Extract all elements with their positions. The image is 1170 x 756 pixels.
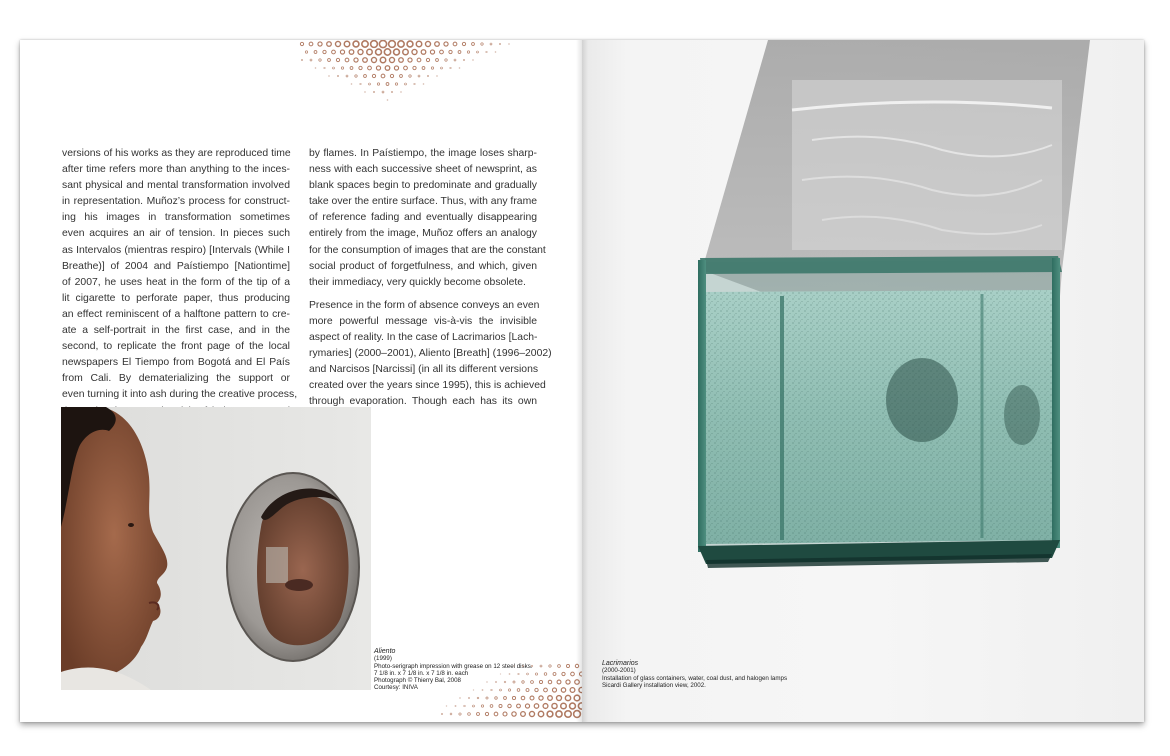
halftone-dot <box>521 696 525 700</box>
halftone-dot <box>436 75 437 76</box>
halftone-dot <box>315 67 316 68</box>
halftone-dot <box>398 41 404 47</box>
halftone-dot <box>459 67 460 68</box>
halftone-dot <box>380 57 385 62</box>
halftone-dot <box>300 42 303 45</box>
halftone-dot <box>340 50 344 54</box>
halftone-dot <box>400 75 403 78</box>
halftone-dot <box>552 688 556 692</box>
halftone-dot <box>530 696 534 700</box>
halftone-dot <box>358 49 363 54</box>
halftone-dot <box>425 41 430 46</box>
halftone-dot <box>362 41 368 47</box>
halftone-dot <box>421 50 426 55</box>
halftone-dot <box>477 51 479 53</box>
halftone-dot <box>327 42 332 47</box>
text-line: even turning it into ash during the creative process, <box>62 389 298 401</box>
halftone-dot <box>301 59 303 61</box>
halftone-dot <box>377 83 379 85</box>
halftone-dot <box>373 91 375 93</box>
paragraph <box>309 298 552 411</box>
halftone-dots-decoration <box>298 40 518 110</box>
halftone-dot <box>526 688 529 691</box>
halftone-dot <box>517 704 521 708</box>
halftone-dot <box>468 697 469 698</box>
halftone-dot <box>441 67 443 69</box>
halftone-dot <box>472 43 475 46</box>
halftone-dot <box>364 91 365 92</box>
halftone-dot <box>459 713 461 715</box>
book-gutter <box>576 40 588 722</box>
halftone-dot <box>328 75 329 76</box>
text-line: take over the entire surface. Thus, with any frame <box>309 196 537 208</box>
text-line: more powerful message vis-à-vis the invisible <box>309 315 537 327</box>
text-line: for the consumption of images that are the constant <box>309 244 546 256</box>
caption-line: Photograph © Thierry Bal, 2008 <box>374 677 461 685</box>
halftone-dot <box>422 67 425 70</box>
halftone-dot <box>531 665 533 667</box>
halftone-dot <box>472 59 473 60</box>
halftone-dot <box>417 58 421 62</box>
lacrimarios-caption <box>602 660 862 689</box>
halftone-dot <box>490 705 493 708</box>
text-line: Presence in the form of absence conveys an even <box>309 299 540 311</box>
halftone-dot <box>491 689 493 691</box>
text-line: of 2007, he uses heat in the form of the tip of a <box>62 276 290 288</box>
halftone-dot <box>565 695 570 700</box>
text-line: in representation. Muñoz’s process for construct- <box>62 196 290 208</box>
halftone-dot <box>431 67 433 69</box>
halftone-dot <box>557 696 562 701</box>
paragraph <box>309 146 546 291</box>
text-line: versions of his works as they are reproduced time <box>62 148 291 159</box>
halftone-dot <box>544 673 547 676</box>
text-line: newspapers El Tiempo from Bogotá and El País <box>62 357 290 369</box>
halftone-dot <box>544 688 548 692</box>
halftone-dot <box>423 83 424 84</box>
halftone-dot <box>341 67 343 69</box>
halftone-dot <box>450 713 452 715</box>
halftone-dot <box>384 49 390 55</box>
halftone-dot <box>481 43 483 45</box>
halftone-dot <box>446 706 447 707</box>
halftone-dots-decoration <box>438 662 582 722</box>
halftone-dot <box>553 673 556 676</box>
halftone-dot <box>314 51 317 54</box>
halftone-dot <box>534 704 538 708</box>
halftone-dot <box>570 703 576 709</box>
halftone-dot <box>407 41 413 47</box>
caption-line: Installation of glass containers, water, coal dust, and halogen lamps <box>602 674 788 682</box>
halftone-dot <box>408 58 412 62</box>
halftone-dot <box>441 713 443 715</box>
halftone-dot <box>412 49 417 54</box>
halftone-dot <box>440 50 444 54</box>
halftone-dot <box>459 697 460 698</box>
halftone-dot <box>499 704 502 707</box>
halftone-dot <box>495 681 496 682</box>
text-line: from Cali. By dematerializing the support or <box>62 373 290 385</box>
halftone-dot <box>540 665 542 667</box>
caption-title: Lacrimarios <box>602 660 639 667</box>
halftone-dot <box>335 41 340 46</box>
halftone-dot <box>319 59 321 61</box>
aliento-photo <box>61 407 371 690</box>
halftone-dot <box>535 673 537 675</box>
halftone-dot <box>400 91 401 92</box>
text-line: after time refers more than anything to the inces- <box>62 164 290 176</box>
halftone-dot <box>504 681 506 683</box>
halftone-dot <box>353 41 359 47</box>
halftone-dot <box>549 665 551 667</box>
halftone-dot <box>547 711 553 717</box>
halftone-dot <box>376 49 382 55</box>
caption-line: Sicardi Gallery installation view, 2002. <box>602 681 706 689</box>
halftone-dot <box>336 58 339 61</box>
halftone-dot <box>351 83 352 84</box>
halftone-dot <box>385 66 390 71</box>
halftone-dot <box>561 688 565 692</box>
halftone-dot <box>571 672 575 676</box>
halftone-dot <box>503 712 507 716</box>
halftone-dot <box>548 680 552 684</box>
halftone-dot <box>522 681 524 683</box>
halftone-dot <box>500 689 502 691</box>
halftone-dot <box>381 74 385 78</box>
text-line: sant physical and mental transformation involved <box>62 180 290 192</box>
caption-line: Courtesy: INIVA <box>374 684 418 692</box>
halftone-dot <box>337 75 339 77</box>
text-line: entirely from the image, Muñoz offers an analogy <box>309 228 537 240</box>
halftone-dot <box>318 42 322 46</box>
halftone-dot <box>386 83 389 86</box>
halftone-dot <box>309 42 313 46</box>
halftone-dot <box>512 696 515 699</box>
text-line: as Intervalos (mientras respiro) [Intervals (While I <box>62 244 290 256</box>
halftone-dot <box>403 49 408 54</box>
halftone-dot <box>394 66 398 70</box>
halftone-dot <box>427 75 429 77</box>
halftone-dot <box>494 712 498 716</box>
halftone-dot <box>495 697 498 700</box>
halftone-dot <box>481 705 483 707</box>
halftone-dot <box>539 696 543 700</box>
halftone-dot <box>395 83 397 85</box>
halftone-dot <box>508 43 509 44</box>
text-line: through evaporation. Though each has its own <box>309 396 537 408</box>
halftone-dot <box>444 42 448 46</box>
halftone-dot <box>495 51 496 52</box>
halftone-dot <box>324 67 326 69</box>
halftone-dot <box>486 681 487 682</box>
halftone-dot <box>557 680 561 684</box>
text-line: ness with each successive sheet of newsprint, as <box>309 164 537 176</box>
text-column-right <box>309 146 552 418</box>
halftone-dot <box>512 712 516 716</box>
halftone-dot <box>346 75 348 77</box>
caption-line: 7 1/8 in. x 7 1/8 in. x 7 1/8 in. each <box>374 669 469 677</box>
halftone-dot <box>462 42 465 45</box>
halftone-dot <box>332 50 336 54</box>
text-line: social product of forgetfulness, and which, given <box>309 260 537 272</box>
caption-title: Aliento <box>374 648 396 655</box>
halftone-dot <box>463 59 465 61</box>
halftone-dot <box>379 40 386 47</box>
left-page <box>20 40 582 722</box>
halftone-dot <box>323 50 326 53</box>
halftone-dot <box>514 666 515 667</box>
halftone-dot <box>539 680 542 683</box>
halftone-dot <box>561 703 567 709</box>
text-line: rymaries] (2000–2001), Aliento [Breath] (1996–2002) <box>309 348 552 360</box>
text-column-left <box>62 146 298 427</box>
text-line: even acquires an air of tension. In pieces such <box>62 228 290 240</box>
halftone-dot <box>349 50 354 55</box>
halftone-dot <box>354 58 358 62</box>
text-line: their immediacy, very quickly become obsolete. <box>309 276 526 288</box>
caption-year: (2000-2001) <box>602 667 636 675</box>
halftone-dot <box>518 673 520 675</box>
halftone-dot <box>418 75 420 77</box>
halftone-dot <box>543 704 548 709</box>
halftone-dot <box>372 74 375 77</box>
halftone-dot <box>445 59 447 61</box>
text-line: ate a self-portrait in the first case, and in the <box>62 325 290 337</box>
halftone-dot <box>368 66 372 70</box>
halftone-dot <box>391 91 393 93</box>
halftone-dot <box>416 41 421 46</box>
halftone-dot <box>490 43 492 45</box>
halftone-dot <box>359 66 362 69</box>
text-line: Breathe)] of 2004 and Paístiempo [Nationtime] <box>62 260 290 272</box>
halftone-dot <box>473 690 474 691</box>
halftone-dot <box>449 50 452 53</box>
halftone-dot <box>435 42 440 47</box>
text-line: of reference fading and eventually disappearing <box>309 212 537 224</box>
halftone-dot <box>369 83 371 85</box>
halftone-dot <box>360 83 362 85</box>
text-line: lit cigarette to perforate paper, thus producing <box>62 292 290 304</box>
halftone-dot <box>344 41 349 46</box>
halftone-dot <box>310 59 312 61</box>
halftone-dot <box>500 674 501 675</box>
halftone-dot <box>389 41 396 48</box>
text-line: created over the years since 1995), this is achieved <box>309 380 546 392</box>
halftone-dot <box>355 75 357 77</box>
halftone-dot <box>499 43 501 45</box>
halftone-dot <box>513 681 515 683</box>
halftone-dot <box>548 696 553 701</box>
halftone-dot <box>566 680 570 684</box>
text-line: aspect of reality. In the case of Lacrimarios [Lach- <box>309 332 538 344</box>
halftone-dot <box>509 673 510 674</box>
halftone-dot <box>345 58 349 62</box>
halftone-dot <box>508 704 511 707</box>
halftone-dot <box>570 688 575 693</box>
text-line: an effect reminiscent of a halftone pattern to cre- <box>62 308 290 320</box>
halftone-dot <box>450 67 452 69</box>
halftone-dot <box>486 51 488 53</box>
halftone-dot <box>522 665 523 666</box>
halftone-dot <box>350 67 353 70</box>
paragraph <box>62 146 298 420</box>
lacrimarios-photo <box>582 40 1144 722</box>
text-line: blank spaces begin to predominate and gradually <box>309 180 537 192</box>
halftone-dot <box>521 712 526 717</box>
halftone-dot <box>486 697 488 699</box>
halftone-dot <box>527 673 529 675</box>
halftone-dot <box>558 665 561 668</box>
halftone-dot <box>472 705 474 707</box>
halftone-dot <box>538 711 543 716</box>
halftone-dot <box>405 83 407 85</box>
caption-year: (1999) <box>374 655 392 663</box>
halftone-dot <box>453 42 457 46</box>
halftone-dot <box>333 67 335 69</box>
halftone-dot <box>394 49 400 55</box>
halftone-dot <box>363 58 368 63</box>
halftone-dot <box>531 681 534 684</box>
halftone-dot <box>426 58 429 61</box>
halftone-dot <box>367 49 372 54</box>
text-line: second, to replicate the front page of the local <box>62 341 290 353</box>
caption-line: Photo-serigraph impression with grease on 12 steel disks. <box>374 662 533 670</box>
halftone-dot <box>552 703 557 708</box>
halftone-dot <box>382 91 384 93</box>
halftone-dot <box>562 672 565 675</box>
halftone-dot <box>477 697 479 699</box>
text-line: by flames. In Paístiempo, the image loses sharp- <box>309 148 537 159</box>
halftone-dot <box>566 664 569 667</box>
text-line: and Narcisos [Narcissi] (in all its different versions <box>309 364 539 376</box>
halftone-dot <box>371 57 376 62</box>
halftone-dot <box>455 705 456 706</box>
halftone-dot <box>430 50 434 54</box>
right-page <box>582 40 1144 722</box>
book-spread <box>20 40 1144 722</box>
halftone-dot <box>436 59 439 62</box>
halftone-dot <box>468 713 471 716</box>
halftone-dot <box>508 689 510 691</box>
halftone-dot <box>556 711 562 717</box>
halftone-dot <box>399 58 404 63</box>
halftone-dot <box>413 66 416 69</box>
halftone-dot <box>328 59 331 62</box>
halftone-dot <box>464 705 466 707</box>
halftone-dot <box>371 41 378 48</box>
halftone-dot <box>482 689 483 690</box>
halftone-dot <box>387 99 388 100</box>
halftone-dot <box>414 83 416 85</box>
halftone-dot <box>517 689 520 692</box>
halftone-dot <box>485 712 488 715</box>
halftone-dot <box>364 75 367 78</box>
halftone-dot <box>535 688 538 691</box>
halftone-dot <box>477 713 480 716</box>
halftone-dot <box>454 59 456 61</box>
halftone-dot <box>409 75 411 77</box>
halftone-dot <box>305 51 307 53</box>
halftone-dot <box>565 711 571 717</box>
halftone-dot <box>389 57 394 62</box>
text-line: ing his images in transformation sometimes <box>62 212 290 224</box>
halftone-dot <box>529 711 534 716</box>
halftone-dot <box>525 704 529 708</box>
halftone-dot <box>467 51 469 53</box>
halftone-dot <box>390 74 393 77</box>
halftone-dot <box>376 66 380 70</box>
halftone-dot <box>404 66 408 70</box>
halftone-dot <box>504 697 507 700</box>
halftone-dot <box>458 51 461 54</box>
